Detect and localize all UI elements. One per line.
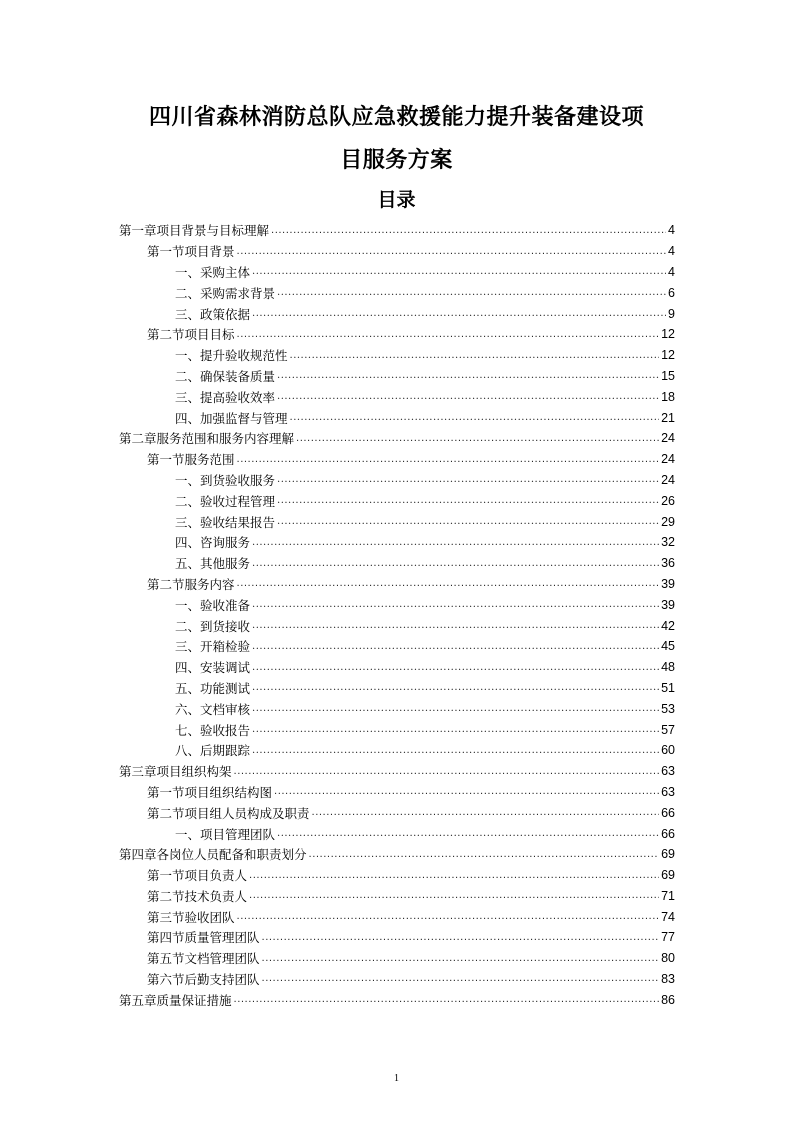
- toc-dot-leader: [277, 371, 659, 386]
- toc-entry-page-number: 63: [661, 764, 675, 779]
- toc-entry-label: 第一节项目背景: [147, 244, 235, 260]
- toc-dot-leader: [252, 309, 666, 324]
- toc-entry-label: 二、到货接收: [175, 618, 251, 634]
- toc-heading: 目录: [377, 189, 416, 211]
- toc-dot-leader: [252, 538, 659, 553]
- table-of-contents: [119, 220, 675, 1010]
- toc-entry[interactable]: [119, 574, 675, 595]
- toc-entry[interactable]: [119, 366, 675, 387]
- toc-dot-leader: [290, 351, 660, 366]
- toc-entry-label: 第五节文档管理团队: [147, 951, 260, 967]
- document-title-line-2: 目服务方案: [340, 148, 453, 173]
- toc-entry-page-number: 29: [661, 514, 675, 529]
- toc-entry-page-number: 71: [661, 888, 675, 903]
- toc-entry[interactable]: [119, 282, 675, 303]
- toc-entry[interactable]: [119, 511, 675, 532]
- toc-entry-label: 五、其他服务: [175, 556, 251, 572]
- toc-dot-leader: [237, 912, 660, 927]
- toc-entry-page-number: 48: [661, 660, 675, 675]
- toc-entry-page-number: 66: [661, 826, 675, 841]
- toc-dot-leader: [234, 995, 660, 1010]
- toc-entry-page-number: 15: [661, 368, 675, 383]
- toc-entry-label: 三、验收结果报告: [175, 514, 276, 530]
- toc-entry-label: 三、开箱检验: [175, 639, 251, 655]
- toc-entry[interactable]: [119, 220, 675, 241]
- toc-entry-label: 三、政策依据: [175, 306, 251, 322]
- toc-entry-page-number: 74: [661, 909, 675, 924]
- toc-entry[interactable]: [119, 407, 675, 428]
- toc-entry-page-number: 51: [661, 680, 675, 695]
- toc-dot-leader: [252, 267, 666, 282]
- toc-entry[interactable]: [119, 262, 675, 283]
- toc-entry-label: 二、验收过程管理: [175, 493, 276, 509]
- toc-entry-page-number: 60: [661, 743, 675, 758]
- toc-dot-leader: [262, 954, 660, 969]
- toc-entry-page-number: 86: [661, 992, 675, 1007]
- toc-entry-page-number: 24: [661, 472, 675, 487]
- toc-entry[interactable]: [119, 886, 675, 907]
- toc-dot-leader: [309, 850, 660, 865]
- toc-entry-page-number: 6: [668, 285, 675, 300]
- toc-entry-label: 四、咨询服务: [175, 535, 251, 551]
- toc-entry-label: 第二章服务范围和服务内容理解: [119, 431, 295, 447]
- toc-entry-page-number: 53: [661, 701, 675, 716]
- toc-entry-page-number: 12: [661, 327, 675, 342]
- toc-dot-leader: [262, 933, 660, 948]
- toc-dot-leader: [277, 288, 666, 303]
- toc-entry-page-number: 36: [661, 556, 675, 571]
- toc-dot-leader: [237, 455, 660, 470]
- toc-dot-leader: [312, 808, 660, 823]
- toc-dot-leader: [271, 226, 666, 241]
- toc-entry[interactable]: [119, 802, 675, 823]
- toc-entry-page-number: 39: [661, 597, 675, 612]
- toc-dot-leader: [277, 496, 659, 511]
- toc-dot-leader: [252, 642, 659, 657]
- toc-entry-page-number: 39: [661, 576, 675, 591]
- toc-entry-label: 第二节项目组人员构成及职责: [147, 805, 310, 821]
- toc-entry-label: 四、加强监督与管理: [175, 410, 288, 426]
- toc-dot-leader: [252, 704, 659, 719]
- toc-entry[interactable]: [119, 740, 675, 761]
- toc-entry-label: 第一节项目组织结构图: [147, 784, 273, 800]
- toc-entry-label: 第三节验收团队: [147, 909, 235, 925]
- toc-entry[interactable]: [119, 324, 675, 345]
- toc-entry[interactable]: [119, 636, 675, 657]
- toc-entry-label: 第四节质量管理团队: [147, 930, 260, 946]
- toc-dot-leader: [237, 579, 660, 594]
- toc-entry[interactable]: [119, 241, 675, 262]
- toc-entry-label: 四、安装调试: [175, 660, 251, 676]
- toc-entry[interactable]: [119, 865, 675, 886]
- toc-entry[interactable]: [119, 761, 675, 782]
- toc-entry-label: 七、验收报告: [175, 722, 251, 738]
- toc-entry[interactable]: [119, 490, 675, 511]
- toc-entry-page-number: 9: [668, 306, 675, 321]
- toc-entry-label: 第一节服务范围: [147, 452, 235, 468]
- toc-entry[interactable]: [119, 657, 675, 678]
- toc-entry[interactable]: [119, 615, 675, 636]
- toc-entry[interactable]: [119, 969, 675, 990]
- toc-entry-label: 六、文档审核: [175, 701, 251, 717]
- toc-entry-label: 第四章各岗位人员配备和职责划分: [119, 847, 307, 863]
- toc-entry[interactable]: [119, 386, 675, 407]
- toc-entry[interactable]: [119, 678, 675, 699]
- toc-entry[interactable]: [119, 927, 675, 948]
- toc-entry-page-number: 18: [661, 389, 675, 404]
- toc-entry-page-number: 66: [661, 805, 675, 820]
- toc-entry-page-number: 32: [661, 535, 675, 550]
- toc-entry-label: 一、到货验收服务: [175, 472, 276, 488]
- toc-entry-page-number: 4: [668, 223, 675, 238]
- toc-entry-label: 二、确保装备质量: [175, 368, 276, 384]
- toc-entry-label: 一、验收准备: [175, 597, 251, 613]
- toc-entry-page-number: 69: [661, 847, 675, 862]
- toc-entry-label: 第三章项目组织构架: [119, 764, 232, 780]
- toc-entry[interactable]: [119, 823, 675, 844]
- toc-entry[interactable]: [119, 303, 675, 324]
- toc-entry-page-number: 24: [661, 431, 675, 446]
- toc-entry[interactable]: [119, 906, 675, 927]
- toc-entry-page-number: 4: [668, 244, 675, 259]
- toc-dot-leader: [277, 475, 659, 490]
- page-number: 1: [394, 1073, 399, 1084]
- toc-entry-label: 一、项目管理团队: [175, 826, 276, 842]
- toc-entry[interactable]: [119, 470, 675, 491]
- toc-entry-label: 第一节项目负责人: [147, 868, 248, 884]
- toc-entry[interactable]: [119, 428, 675, 449]
- toc-entry[interactable]: [119, 989, 675, 1010]
- toc-dot-leader: [277, 829, 659, 844]
- toc-dot-leader: [252, 600, 659, 615]
- toc-dot-leader: [249, 871, 659, 886]
- toc-dot-leader: [252, 621, 659, 636]
- toc-entry-page-number: 63: [661, 784, 675, 799]
- toc-dot-leader: [252, 683, 659, 698]
- toc-dot-leader: [274, 787, 659, 802]
- toc-dot-leader: [262, 974, 660, 989]
- toc-entry-label: 一、提升验收规范性: [175, 348, 288, 364]
- toc-entry[interactable]: [119, 948, 675, 969]
- toc-entry[interactable]: [119, 698, 675, 719]
- toc-dot-leader: [296, 434, 659, 449]
- toc-entry-page-number: 83: [661, 972, 675, 987]
- toc-entry-page-number: 26: [661, 493, 675, 508]
- toc-dot-leader: [252, 725, 659, 740]
- toc-entry-page-number: 21: [661, 410, 675, 425]
- toc-entry-label: 一、采购主体: [175, 264, 251, 280]
- toc-entry-page-number: 45: [661, 639, 675, 654]
- toc-entry-page-number: 69: [661, 868, 675, 883]
- toc-dot-leader: [237, 330, 660, 345]
- toc-entry[interactable]: [119, 719, 675, 740]
- toc-entry-label: 第一章项目背景与目标理解: [119, 223, 270, 239]
- toc-entry-label: 第二节项目目标: [147, 327, 235, 343]
- toc-entry[interactable]: [119, 449, 675, 470]
- toc-dot-leader: [252, 746, 659, 761]
- toc-entry-page-number: 42: [661, 618, 675, 633]
- toc-dot-leader: [252, 663, 659, 678]
- toc-dot-leader: [237, 247, 667, 262]
- document-title-line-1: 四川省森林消防总队应急救援能力提升装备建设项: [148, 105, 644, 130]
- toc-entry-label: 三、提高验收效率: [175, 389, 276, 405]
- toc-entry[interactable]: [119, 553, 675, 574]
- toc-entry[interactable]: [119, 844, 675, 865]
- toc-dot-leader: [290, 413, 660, 428]
- toc-entry-label: 第六节后勤支持团队: [147, 972, 260, 988]
- toc-entry-label: 第二节技术负责人: [147, 888, 248, 904]
- toc-entry[interactable]: [119, 345, 675, 366]
- toc-entry-page-number: 24: [661, 452, 675, 467]
- toc-entry-page-number: 4: [668, 264, 675, 279]
- toc-dot-leader: [234, 767, 660, 782]
- toc-entry-page-number: 12: [661, 348, 675, 363]
- toc-entry-label: 第二节服务内容: [147, 576, 235, 592]
- toc-entry-page-number: 57: [661, 722, 675, 737]
- toc-entry-page-number: 80: [661, 951, 675, 966]
- toc-dot-leader: [249, 891, 659, 906]
- toc-entry-label: 五、功能测试: [175, 680, 251, 696]
- toc-entry-page-number: 77: [661, 930, 675, 945]
- toc-dot-leader: [252, 559, 659, 574]
- toc-dot-leader: [277, 392, 659, 407]
- toc-dot-leader: [277, 517, 659, 532]
- toc-entry[interactable]: [119, 782, 675, 803]
- toc-entry[interactable]: [119, 594, 675, 615]
- toc-entry[interactable]: [119, 532, 675, 553]
- toc-entry-label: 八、后期跟踪: [175, 743, 251, 759]
- toc-entry-label: 第五章质量保证措施: [119, 992, 232, 1008]
- toc-entry-label: 二、采购需求背景: [175, 285, 276, 301]
